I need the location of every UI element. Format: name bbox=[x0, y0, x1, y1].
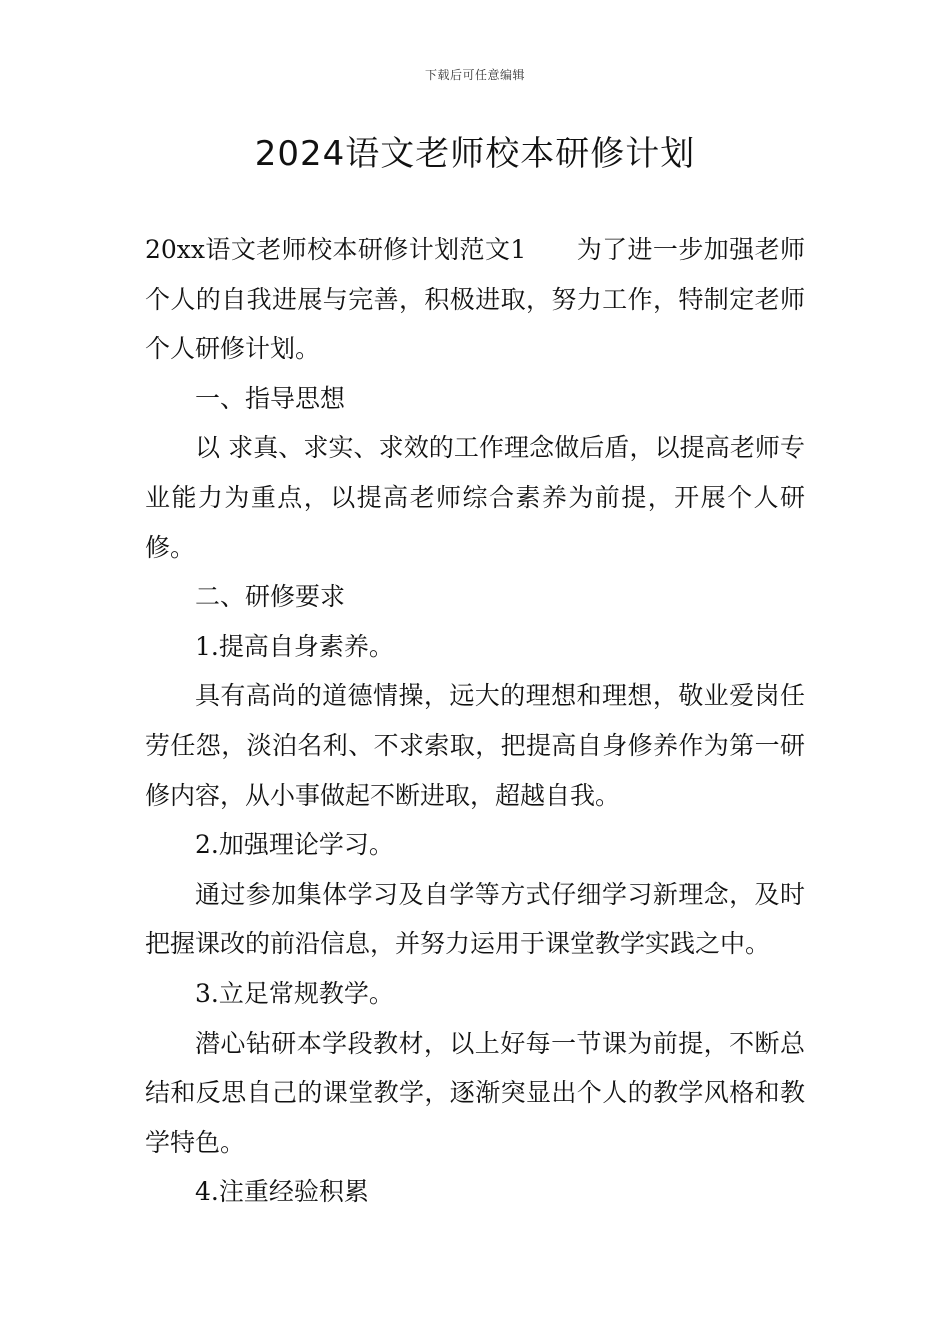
paragraph-guiding-ideology: 以 求真、求实、求效的工作理念做后盾，以提高老师专业能力为重点，以提高老师综合素养为前提，开展个人研修。 bbox=[145, 433, 805, 562]
header-note: 下载后可任意编辑 bbox=[424, 68, 525, 82]
paragraph-routine-teaching: 潜心钻研本学段教材，以上好每一节课为前提，不断总结和反思自己的课堂教学，逐渐突显出个人的教学风格和教学特色。 bbox=[145, 1028, 805, 1157]
section-heading-guiding-ideology: 一、指导思想 bbox=[195, 383, 346, 413]
intro-paragraph bbox=[145, 225, 805, 374]
document-body bbox=[145, 225, 805, 1217]
paragraph-theory-study: 通过参加集体学习及自学等方式仔细学习新理念，及时把握课改的前沿信息，并努力运用于课堂教学实践之中。 bbox=[145, 879, 805, 959]
subheading-routine-teaching: 3.立足常规教学。 bbox=[195, 978, 394, 1008]
paragraph-self-quality: 具有高尚的道德情操，远大的理想和理想，敬业爱岗任劳任怨，淡泊名利、不求索取，把提高自身修养作为第一研修内容，从小事做起不断进取，超越自我。 bbox=[145, 681, 805, 810]
intro-lead: 20xx语文老师校本研修计划范文1 bbox=[145, 235, 527, 264]
subheading-experience: 4.注重经验积累 bbox=[195, 1177, 369, 1207]
page-title: 2024语文老师校本研修计划 bbox=[254, 134, 696, 174]
subheading-self-quality: 1.提高自身素养。 bbox=[195, 631, 394, 661]
section-heading-requirements: 二、研修要求 bbox=[195, 582, 346, 612]
subheading-theory-study: 2.加强理论学习。 bbox=[195, 830, 394, 860]
intro-text: 为了进一步加强老师个人的自我进展与完善，积极进取，努力工作，特制定老师个人研修计划。 bbox=[145, 235, 805, 364]
